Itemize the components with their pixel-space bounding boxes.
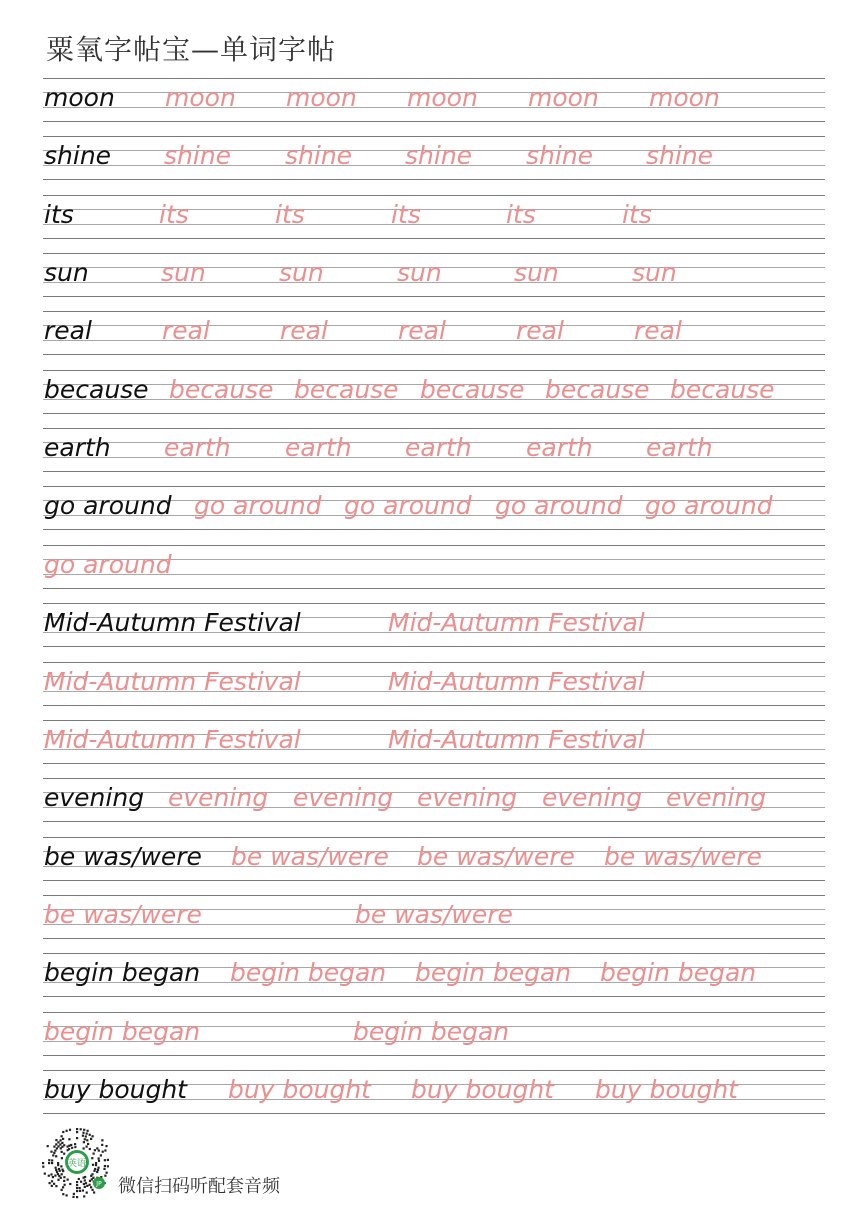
trace-word: Mid-Autumn Festival [44, 724, 301, 754]
trace-word: buy bought [411, 1074, 554, 1104]
trace-word: because [670, 374, 775, 404]
word-row [44, 662, 844, 706]
trace-word: moon [165, 83, 236, 112]
trace-word: be was/were [417, 841, 575, 871]
trace-word: go around [344, 491, 472, 521]
word-row [44, 195, 844, 239]
word-row [44, 136, 844, 180]
trace-word: begin began [415, 958, 572, 988]
model-word: Mid-Autumn Festival [44, 608, 301, 638]
model-word: evening [44, 783, 145, 813]
trace-word: buy bought [595, 1074, 738, 1104]
trace-word: earth [526, 433, 593, 463]
trace-word: begin began [230, 958, 387, 988]
trace-word: shine [646, 141, 714, 171]
trace-word: earth [646, 433, 713, 463]
trace-word: because [420, 374, 525, 404]
trace-word: earth [405, 433, 472, 463]
model-word: begin began [44, 958, 201, 988]
trace-word: sun [279, 258, 324, 288]
trace-word: because [294, 374, 399, 404]
trace-word: evening [417, 783, 518, 813]
trace-word: begin began [44, 1016, 201, 1046]
model-word: buy bought [44, 1074, 187, 1104]
trace-word: shine [164, 141, 232, 171]
trace-word: begin began [600, 958, 757, 988]
model-word: because [44, 374, 149, 404]
trace-word: evening [293, 783, 394, 813]
page-title: 粟氧字帖宝—单词字帖 [46, 33, 337, 66]
trace-word: its [275, 199, 305, 229]
trace-word: Mid-Autumn Festival [44, 666, 301, 696]
model-word: be was/were [44, 841, 202, 871]
trace-word: evening [168, 783, 269, 813]
model-word: its [44, 199, 74, 229]
trace-word: go around [194, 491, 322, 521]
trace-word: sun [161, 258, 206, 288]
word-row [44, 428, 844, 472]
word-row [44, 603, 844, 647]
trace-word: sun [632, 258, 677, 288]
trace-word: earth [164, 433, 231, 463]
word-row [44, 370, 844, 414]
word-row [44, 78, 844, 122]
trace-word: evening [666, 783, 767, 813]
model-word: real [44, 316, 92, 346]
trace-word: real [280, 316, 328, 346]
trace-word: shine [405, 141, 473, 171]
word-row [44, 545, 844, 589]
trace-word: evening [542, 783, 643, 813]
trace-word: real [516, 316, 564, 346]
qr-corner-label: JP [96, 1180, 102, 1188]
trace-word: go around [44, 549, 172, 579]
trace-word: its [622, 199, 652, 229]
trace-word: real [398, 316, 446, 346]
trace-word: begin began [353, 1016, 510, 1046]
trace-word: buy bought [228, 1074, 371, 1104]
trace-word: moon [407, 83, 478, 112]
trace-word: go around [495, 491, 623, 521]
trace-word: moon [528, 83, 599, 112]
trace-word: its [506, 199, 536, 229]
trace-word: moon [286, 83, 357, 112]
word-row [44, 720, 844, 764]
trace-word: its [391, 199, 421, 229]
qr-code-icon[interactable] [40, 1126, 114, 1200]
trace-word: real [162, 316, 210, 346]
word-row [44, 837, 844, 881]
trace-word: shine [526, 141, 594, 171]
trace-word: Mid-Autumn Festival [388, 724, 645, 754]
trace-word: sun [397, 258, 442, 288]
trace-word: shine [285, 141, 353, 171]
trace-word: real [634, 316, 682, 346]
trace-word: its [159, 199, 189, 229]
trace-word: be was/were [44, 899, 202, 929]
word-row [44, 253, 844, 297]
trace-word: because [169, 374, 274, 404]
trace-word: be was/were [604, 841, 762, 871]
word-row [44, 1070, 844, 1114]
trace-word: because [545, 374, 650, 404]
word-row [44, 953, 844, 997]
model-word: go around [44, 491, 172, 521]
trace-word: moon [649, 83, 720, 112]
trace-word: earth [285, 433, 352, 463]
word-row [44, 311, 844, 355]
trace-word: sun [514, 258, 559, 288]
scan-instruction: 微信扫码听配套音频 [118, 1176, 280, 1197]
word-row [44, 778, 844, 822]
trace-word: go around [645, 491, 773, 521]
trace-word: Mid-Autumn Festival [388, 666, 645, 696]
model-word: earth [44, 433, 111, 463]
model-word: sun [44, 258, 89, 288]
qr-badge-label: 英语 [67, 1159, 87, 1169]
model-word: shine [44, 141, 112, 171]
word-row [44, 486, 844, 530]
word-row [44, 895, 844, 939]
word-row [44, 1012, 844, 1056]
trace-word: be was/were [355, 899, 513, 929]
model-word: moon [44, 83, 115, 112]
trace-word: Mid-Autumn Festival [388, 608, 645, 638]
trace-word: be was/were [231, 841, 389, 871]
